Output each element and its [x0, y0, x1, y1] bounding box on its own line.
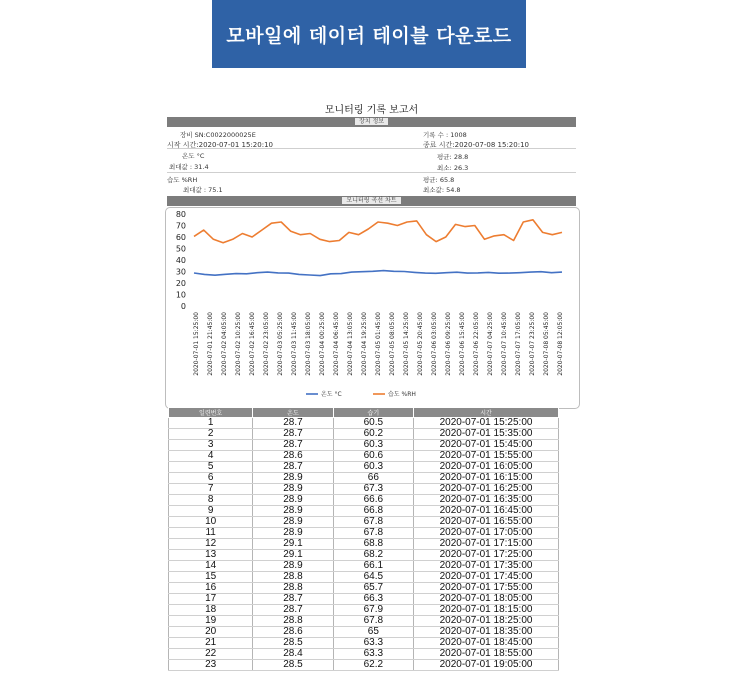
x-tick-label: 2020-07-02 23:05:00	[263, 312, 270, 376]
table-cell: 68.2	[333, 550, 413, 561]
table-cell: 28.7	[253, 440, 333, 451]
table-row	[169, 572, 559, 583]
x-tick-label: 2020-07-08 05:45:00	[543, 312, 550, 376]
table-row	[169, 528, 559, 539]
x-tick-label: 2020-07-02 04:05:00	[221, 312, 228, 376]
y-tick-label: 30	[175, 267, 186, 277]
table-cell: 66.6	[333, 495, 413, 506]
table-row	[169, 627, 559, 638]
temperature-row	[167, 149, 576, 173]
table-cell: 65	[333, 627, 413, 638]
end-time: 종료 시간:2020-07-08 15:20:10	[423, 141, 529, 149]
column-header: 온도	[253, 408, 333, 418]
table-cell: 22	[169, 649, 253, 660]
table-cell: 67.3	[333, 484, 413, 495]
x-tick-label: 2020-07-01 21:45:00	[207, 312, 214, 376]
x-tick-label: 2020-07-08 12:05:00	[557, 312, 564, 376]
table-cell: 28.9	[253, 561, 333, 572]
table-cell: 18	[169, 605, 253, 616]
report-title: 모니터링 기록 보고서	[324, 105, 419, 116]
y-tick-label: 70	[175, 221, 186, 231]
table-cell: 2020-07-01 18:35:00	[414, 627, 559, 638]
table-row	[169, 418, 559, 429]
table-row	[169, 616, 559, 627]
x-tick-label: 2020-07-04 19:25:00	[361, 312, 368, 376]
table-cell: 2	[169, 429, 253, 440]
table-row	[169, 561, 559, 572]
table-cell: 23	[169, 660, 253, 671]
table-row	[169, 638, 559, 649]
table-cell: 10	[169, 517, 253, 528]
column-header: 일련번호	[169, 408, 253, 418]
column-header: 습기	[333, 408, 413, 418]
table-cell: 2020-07-01 15:35:00	[414, 429, 559, 440]
table-header-row	[169, 408, 559, 418]
table-cell: 11	[169, 528, 253, 539]
humidity-avg: 평균: 65.8	[423, 176, 455, 184]
chart-section-label: 모니터링 곡선 차트	[342, 197, 400, 204]
x-tick-label: 2020-07-06 22:05:00	[473, 312, 480, 376]
table-cell: 1	[169, 418, 253, 429]
table-cell: 17	[169, 594, 253, 605]
table-cell: 28.7	[253, 429, 333, 440]
x-tick-label: 2020-07-03 18:05:00	[305, 312, 312, 376]
x-tick-label: 2020-07-07 10:45:00	[501, 312, 508, 376]
table-row	[169, 451, 559, 462]
table-cell: 19	[169, 616, 253, 627]
table-cell: 60.3	[333, 440, 413, 451]
table-cell: 28.5	[253, 660, 333, 671]
table-cell: 2020-07-01 17:05:00	[414, 528, 559, 539]
x-tick-label: 2020-07-04 00:25:00	[319, 312, 326, 376]
x-tick-label: 2020-07-07 04:25:00	[487, 312, 494, 376]
table-cell: 13	[169, 550, 253, 561]
table-cell: 28.7	[253, 605, 333, 616]
table-cell: 28.6	[253, 451, 333, 462]
table-cell: 60.5	[333, 418, 413, 429]
x-tick-label: 2020-07-03 05:25:00	[277, 312, 284, 376]
table-row	[169, 473, 559, 484]
x-tick-label: 2020-07-06 15:45:00	[459, 312, 466, 376]
y-tick-label: 20	[175, 279, 186, 288]
table-row	[169, 583, 559, 594]
table-cell: 2020-07-01 16:05:00	[414, 462, 559, 473]
table-cell: 14	[169, 561, 253, 572]
table-cell: 5	[169, 462, 253, 473]
table-row	[169, 484, 559, 495]
table-row	[169, 506, 559, 517]
x-tick-label: 2020-07-05 08:05:00	[389, 312, 396, 376]
table-cell: 60.6	[333, 451, 413, 462]
table-cell: 2020-07-01 18:55:00	[414, 649, 559, 660]
table-cell: 2020-07-01 16:35:00	[414, 495, 559, 506]
table-cell: 66.8	[333, 506, 413, 517]
legend-label: 온도 °C	[321, 391, 342, 398]
temperature-min: 최소: 26.3	[437, 164, 469, 172]
table-cell: 60.2	[333, 429, 413, 440]
x-tick-label: 2020-07-04 13:05:00	[347, 312, 354, 376]
x-tick-label: 2020-07-05 14:25:00	[403, 312, 410, 376]
table-cell: 12	[169, 539, 253, 550]
table-cell: 2020-07-01 18:05:00	[414, 594, 559, 605]
device-info-header	[167, 117, 576, 127]
table-cell: 2020-07-01 15:25:00	[414, 418, 559, 429]
table-cell: 68.8	[333, 539, 413, 550]
table-cell: 2020-07-01 17:25:00	[414, 550, 559, 561]
table-cell: 6	[169, 473, 253, 484]
humidity-max: 최대값 : 75.1	[183, 186, 223, 194]
table-cell: 2020-07-01 16:55:00	[414, 517, 559, 528]
record-count: 기록 수 : 1008	[423, 131, 467, 139]
table-cell: 3	[169, 440, 253, 451]
table-row	[169, 649, 559, 660]
x-tick-label: 2020-07-05 01:45:00	[375, 312, 382, 376]
table-cell: 2020-07-01 18:45:00	[414, 638, 559, 649]
table-cell: 21	[169, 638, 253, 649]
table-cell: 28.8	[253, 572, 333, 583]
y-tick-label: 10	[175, 290, 186, 300]
y-tick-label: 60	[175, 233, 186, 242]
x-tick-label: 2020-07-07 17:05:00	[515, 312, 522, 376]
table-cell: 28.9	[253, 506, 333, 517]
table-cell: 28.5	[253, 638, 333, 649]
download-banner: 모바일에 데이터 테이블 다운로드	[212, 0, 526, 68]
table-cell: 16	[169, 583, 253, 594]
table-row	[169, 539, 559, 550]
table-cell: 65.7	[333, 583, 413, 594]
table-cell: 20	[169, 627, 253, 638]
table-cell: 2020-07-01 17:45:00	[414, 572, 559, 583]
table-cell: 64.5	[333, 572, 413, 583]
table-cell: 60.3	[333, 462, 413, 473]
table-body	[169, 418, 559, 671]
table-row	[169, 550, 559, 561]
y-tick-label: 0	[180, 302, 186, 311]
table-cell: 66.3	[333, 594, 413, 605]
table-cell: 67.8	[333, 517, 413, 528]
x-tick-label: 2020-07-06 09:25:00	[445, 312, 452, 376]
table-row	[169, 594, 559, 605]
temperature-series-line	[194, 271, 562, 276]
table-cell: 29.1	[253, 550, 333, 561]
table-cell: 15	[169, 572, 253, 583]
y-tick-label: 80	[175, 210, 186, 219]
humidity-label: 습도 %RH	[167, 176, 198, 184]
table-cell: 28.9	[253, 517, 333, 528]
start-time: 시작 시간:2020-07-01 15:20:10	[167, 141, 273, 149]
table-cell: 28.6	[253, 627, 333, 638]
temperature-label: 온도 °C	[182, 152, 205, 160]
table-row	[169, 440, 559, 451]
device-info-label: 장치 정보	[355, 118, 388, 125]
column-header: 시간	[414, 408, 559, 418]
table-cell: 28.9	[253, 484, 333, 495]
table-cell: 28.9	[253, 473, 333, 484]
table-cell: 2020-07-01 15:55:00	[414, 451, 559, 462]
table-cell: 67.9	[333, 605, 413, 616]
x-tick-label: 2020-07-02 16:45:00	[249, 312, 256, 376]
device-sn: 장비 SN:C0022000025E	[180, 131, 256, 139]
table-cell: 28.7	[253, 418, 333, 429]
device-row	[167, 127, 576, 149]
x-tick-label: 2020-07-02 10:25:00	[235, 312, 242, 376]
table-cell: 28.4	[253, 649, 333, 660]
table-row	[169, 605, 559, 616]
temperature-avg: 평균: 28.8	[437, 153, 469, 161]
monitoring-chart	[165, 207, 580, 409]
table-row	[169, 660, 559, 671]
table-cell: 28.7	[253, 462, 333, 473]
table-cell: 28.9	[253, 495, 333, 506]
table-cell: 2020-07-01 16:45:00	[414, 506, 559, 517]
table-cell: 2020-07-01 19:05:00	[414, 660, 559, 671]
y-tick-label: 50	[175, 244, 186, 254]
data-table	[168, 407, 559, 671]
table-cell: 2020-07-01 17:55:00	[414, 583, 559, 594]
table-cell: 66.1	[333, 561, 413, 572]
legend-label: 습도 %RH	[388, 391, 416, 398]
table-cell: 2020-07-01 16:25:00	[414, 484, 559, 495]
table-cell: 62.2	[333, 660, 413, 671]
table-cell: 66	[333, 473, 413, 484]
table-cell: 29.1	[253, 539, 333, 550]
table-cell: 2020-07-01 18:25:00	[414, 616, 559, 627]
table-cell: 2020-07-01 15:45:00	[414, 440, 559, 451]
table-cell: 63.3	[333, 638, 413, 649]
temperature-max: 최대값 : 31.4	[169, 163, 209, 171]
x-tick-label: 2020-07-05 20:45:00	[417, 312, 424, 376]
table-cell: 2020-07-01 17:35:00	[414, 561, 559, 572]
x-tick-label: 2020-07-01 15:25:00	[193, 312, 200, 376]
humidity-series-line	[194, 220, 562, 243]
table-cell: 2020-07-01 18:15:00	[414, 605, 559, 616]
table-row	[169, 517, 559, 528]
table-cell: 7	[169, 484, 253, 495]
table-cell: 8	[169, 495, 253, 506]
table-cell: 2020-07-01 16:15:00	[414, 473, 559, 484]
table-cell: 2020-07-01 17:15:00	[414, 539, 559, 550]
data-table-container	[165, 407, 578, 693]
x-tick-label: 2020-07-06 03:05:00	[431, 312, 438, 376]
table-row	[169, 495, 559, 506]
y-tick-label: 40	[175, 256, 186, 265]
table-cell: 28.8	[253, 583, 333, 594]
humidity-min: 최소값: 54.8	[423, 186, 461, 194]
table-cell: 9	[169, 506, 253, 517]
table-cell: 67.8	[333, 528, 413, 539]
report-document	[165, 97, 578, 693]
x-tick-label: 2020-07-07 23:25:00	[529, 312, 536, 376]
table-row	[169, 462, 559, 473]
table-cell: 28.8	[253, 616, 333, 627]
table-cell: 63.3	[333, 649, 413, 660]
table-cell: 28.9	[253, 528, 333, 539]
chart-section-header	[167, 196, 576, 206]
line-chart-svg	[166, 208, 579, 408]
table-cell: 28.7	[253, 594, 333, 605]
x-tick-label: 2020-07-03 11:45:00	[291, 312, 298, 376]
table-cell: 67.8	[333, 616, 413, 627]
table-row	[169, 429, 559, 440]
x-tick-label: 2020-07-04 06:45:00	[333, 312, 340, 376]
humidity-row	[167, 173, 576, 194]
table-cell: 4	[169, 451, 253, 462]
